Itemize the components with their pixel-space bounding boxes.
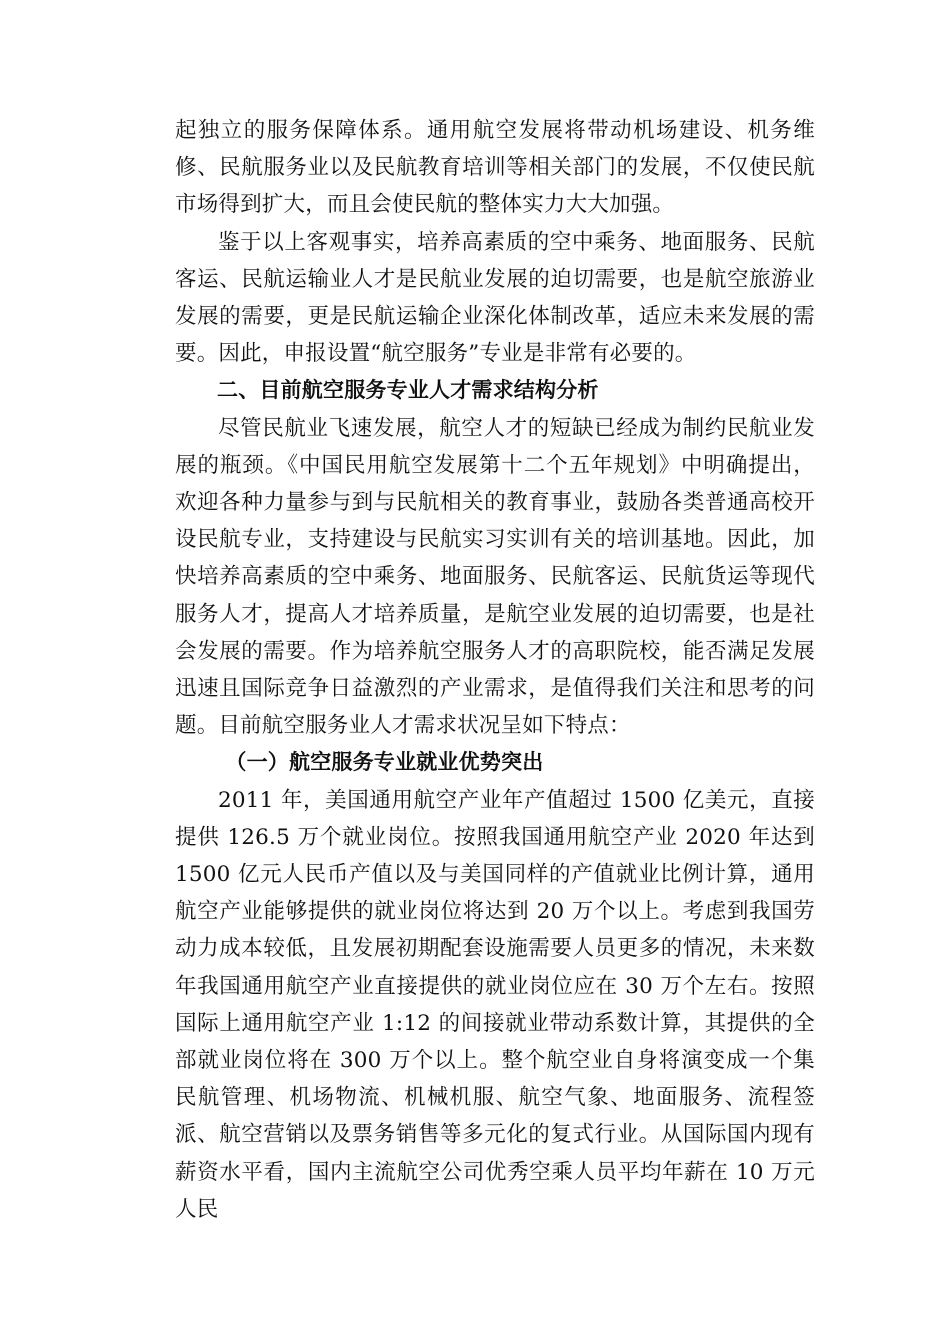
paragraph-talent-demand: 尽管民航业飞速发展，航空人才的短缺已经成为制约民航业发展的瓶颈。《中国民用航空发展第十二个五年规划》中明确提出，欢迎各种力量参与到与民航相关的教育事业，鼓励各类普通高校开设民航专业，支持建设与民航实习实训有关的培训基地。因此，加快培养高素质的空中乘务、地面服务、民航客运、民航货运等现代服务人才，提高人才培养质量，是航空业发展的迫切需要，也是社会发展的需要。作为培养航空服务人才的高职院校，能否满足发展迅速且国际竞争日益激烈的产业需求，是值得我们关注和思考的问题。目前航空服务业人才需求状况呈如下特点： [175,415,815,739]
paragraph-employment-stats: 2011 年，美国通用航空产业年产值超过 1500 亿美元，直接提供 126.5 万个就业岗位。按照我国通用航空产业 2020 年达到 1500 亿元人民币产值以及与美国同样的产值就业比例计算，通用航空产业能够提供的就业岗位将达到 20 万个以上。考虑到我国劳动力成本较低，且发展初期配套设施需要人员更多的情况，未来数年我国通用航空产业直接提供的就业岗位应在 30 万个左右。按照国际上通用航空产业 1:12 的间接就业带动系数计算，其提供的全部就业岗位将在 300 万个以上。整个航空业自身将演变成一个集民航管理、机场物流、机械机服、航空气象、地面服务、流程签派、航空营销以及票务销售等多元化的复式行业。从国际国内现有薪资水平看，国内主流航空公司优秀空乘人员平均年薪在 10 万元人民 [175,787,815,1222]
paragraph-conclusion: 鉴于以上客观事实，培养高素质的空中乘务、地面服务、民航客运、民航运输业人才是民航业发展的迫切需要，也是航空旅游业发展的需要，更是民航运输企业深化体制改革，适应未来发展的需要。因此，申报设置“航空服务”专业是非常有必要的。 [175,229,815,367]
document-body [175,112,815,1228]
subsection-heading-1: （一）航空服务专业就业优势突出 [225,750,544,775]
paragraph-continued: 起独立的服务保障体系。通用航空发展将带动机场建设、机务维修、民航服务业以及民航教育培训等相关部门的发展，不仅使民航市场得到扩大，而且会使民航的整体实力大大加强。 [175,118,815,218]
section-heading-2: 二、目前航空服务专业人才需求结构分析 [217,378,599,403]
